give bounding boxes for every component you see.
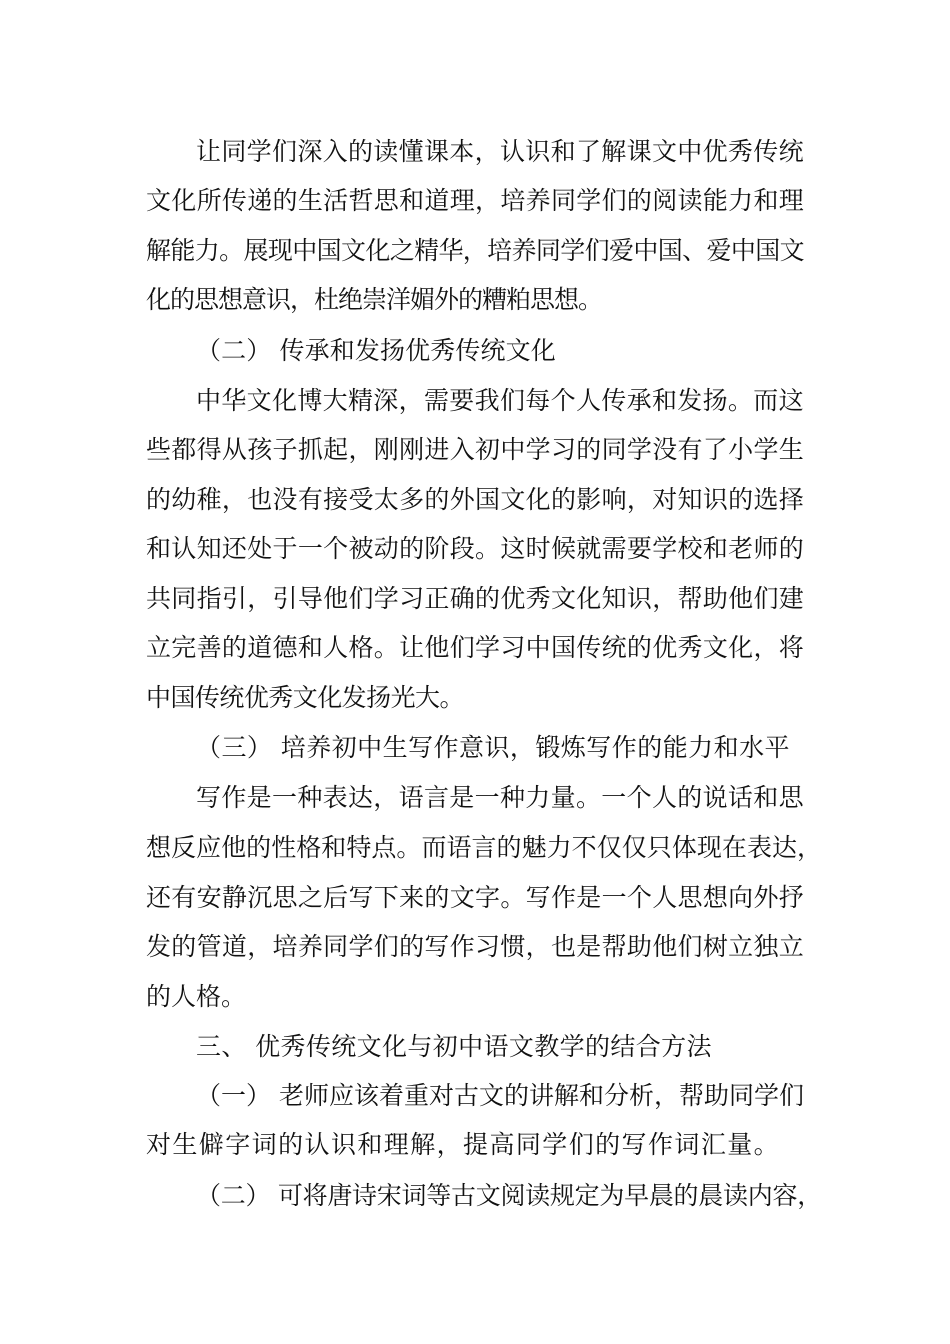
text-line: 中华文化博大精深，需要我们每个人传承和发扬。而这	[196, 386, 804, 415]
text-line: 的人格。	[146, 982, 247, 1011]
text-line: 的幼稚，也没有接受太多的外国文化的影响，对知识的选择	[146, 485, 805, 514]
text-line: 还有安静沉思之后写下来的文字。写作是一个人思想向外抒	[146, 883, 805, 912]
section-heading: 三、 优秀传统文化与初中语文教学的结合方法	[196, 1032, 712, 1061]
section-heading: （二） 传承和发扬优秀传统文化	[196, 336, 556, 365]
text-line: 写作是一种表达，语言是一种力量。一个人的说话和思	[196, 783, 804, 812]
section-heading: （三） 培养初中生写作意识，锻炼写作的能力和水平	[196, 733, 790, 762]
text-line: （二） 可将唐诗宋词等古文阅读规定为早晨的晨读内容，	[196, 1181, 822, 1210]
text-line: （一） 老师应该着重对古文的讲解和分析，帮助同学们	[196, 1081, 804, 1110]
text-line: 化的思想意识，杜绝崇洋媚外的糟粕思想。	[146, 285, 603, 314]
text-line: 共同指引，引导他们学习正确的优秀文化知识，帮助他们建	[146, 584, 805, 613]
text-line: 些都得从孩子抓起，刚刚进入初中学习的同学没有了小学生	[146, 435, 805, 464]
text-line: 立完善的道德和人格。让他们学习中国传统的优秀文化，将	[146, 633, 805, 662]
text-line: 对生僻字词的认识和理解，提高同学们的写作词汇量。	[146, 1130, 781, 1159]
text-line: 文化所传递的生活哲思和道理，培养同学们的阅读能力和理	[146, 186, 805, 215]
text-line: 中国传统优秀文化发扬光大。	[146, 683, 464, 712]
text-line: 想反应他的性格和特点。而语言的魅力不仅仅只体现在表达，	[146, 833, 823, 862]
text-line: 让同学们深入的读懂课本，认识和了解课文中优秀传统	[196, 137, 804, 166]
text-line: 和认知还处于一个被动的阶段。这时候就需要学校和老师的	[146, 534, 805, 563]
text-line: 解能力。展现中国文化之精华，培养同学们爱中国、爱中国文	[146, 236, 804, 265]
text-line: 发的管道，培养同学们的写作习惯，也是帮助他们树立独立	[146, 932, 805, 961]
